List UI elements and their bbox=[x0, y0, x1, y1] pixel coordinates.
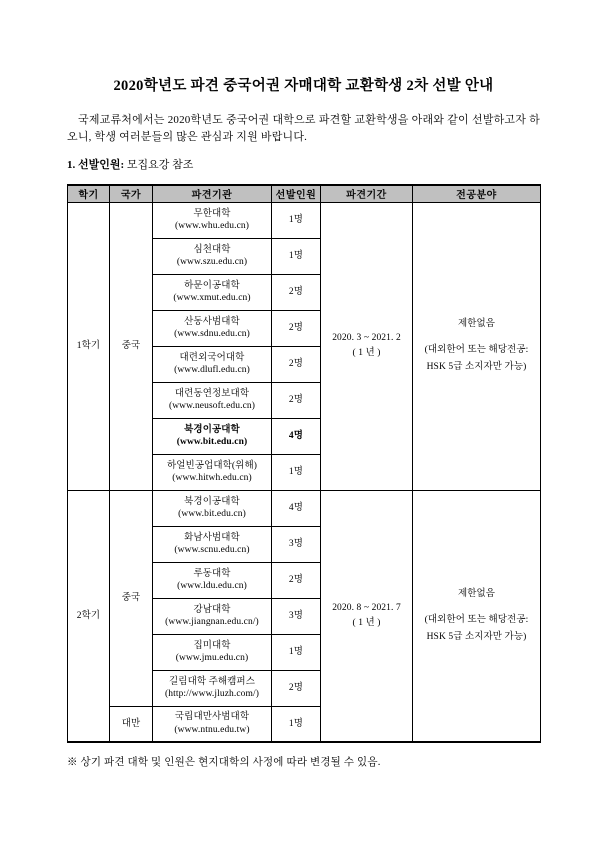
country-cell: 대만 bbox=[110, 706, 153, 742]
country-cell: 중국 bbox=[110, 202, 153, 490]
period-line: ( 1 년 ) bbox=[352, 348, 381, 358]
institution-name: 하문이공대학 bbox=[184, 280, 240, 291]
semester-cell: 2학기 bbox=[68, 490, 110, 742]
period-cell bbox=[321, 490, 413, 742]
count-cell: 1명 bbox=[272, 706, 321, 742]
institution-url: (www.scnu.edu.cn) bbox=[174, 545, 250, 555]
institution-url: (www.bit.edu.cn) bbox=[178, 509, 246, 519]
institution-cell bbox=[153, 706, 272, 742]
institution-url: (http://www.jluzh.com/) bbox=[164, 689, 260, 699]
count-cell: 3명 bbox=[272, 526, 321, 562]
institution-name: 길림대학 주해캠퍼스 bbox=[169, 676, 255, 687]
institution-cell bbox=[153, 526, 272, 562]
count-cell: 1명 bbox=[272, 202, 321, 238]
count-cell: 2명 bbox=[272, 274, 321, 310]
period-line: 2020. 8 ~ 2021. 7 bbox=[332, 602, 401, 613]
header-country: 국가 bbox=[110, 185, 153, 202]
institution-url: (www.sdnu.edu.cn) bbox=[174, 329, 250, 339]
institution-url: (www.jiangnan.edu.cn/) bbox=[165, 617, 259, 627]
count-cell: 3명 bbox=[272, 598, 321, 634]
institution-url: (www.hitwh.edu.cn) bbox=[172, 473, 252, 483]
institution-cell bbox=[153, 238, 272, 274]
institution-cell bbox=[153, 634, 272, 670]
section-1-text: 모집요강 참조 bbox=[124, 159, 194, 171]
document-page bbox=[67, 0, 540, 770]
institution-name: 심천대학 bbox=[193, 244, 231, 255]
count-cell: 2명 bbox=[272, 670, 321, 706]
section-1-label: 1. 선발인원: bbox=[67, 159, 125, 171]
table-header-row bbox=[68, 185, 541, 202]
institution-name: 무한대학 bbox=[193, 208, 231, 219]
major-line: HSK 5급 소지자만 가능) bbox=[426, 362, 527, 372]
header-count: 선발인원 bbox=[272, 185, 321, 202]
major-line: (대외한어 또는 해당전공: bbox=[424, 345, 529, 355]
institution-name: 북경이공대학 bbox=[184, 424, 240, 435]
institution-name: 북경이공대학 bbox=[184, 496, 240, 507]
institution-url: (www.szu.edu.cn) bbox=[176, 257, 248, 267]
institution-cell bbox=[153, 310, 272, 346]
institution-url: (www.ntnu.edu.tw) bbox=[174, 724, 250, 735]
selection-table bbox=[67, 184, 541, 743]
major-cell bbox=[413, 202, 541, 490]
major-line: HSK 5급 소지자만 가능) bbox=[426, 631, 527, 642]
institution-name: 강남대학 bbox=[193, 604, 231, 615]
institution-name: 집미대학 bbox=[193, 640, 231, 651]
institution-url: (www.neusoft.edu.cn) bbox=[168, 401, 256, 411]
table-row bbox=[68, 490, 541, 526]
count-cell: 4명 bbox=[272, 418, 321, 454]
count-cell: 1명 bbox=[272, 454, 321, 490]
period-line: ( 1 년 ) bbox=[352, 617, 381, 628]
major-line: (대외한어 또는 해당전공: bbox=[424, 614, 529, 625]
count-cell: 1명 bbox=[272, 238, 321, 274]
semester-cell: 1학기 bbox=[68, 202, 110, 490]
institution-name: 루동대학 bbox=[193, 568, 231, 579]
count-cell: 2명 bbox=[272, 382, 321, 418]
institution-url: (www.ldu.edu.cn) bbox=[177, 581, 247, 591]
institution-url: (www.dlufl.edu.cn) bbox=[174, 365, 250, 375]
institution-cell bbox=[153, 670, 272, 706]
major-cell bbox=[413, 490, 541, 742]
header-major: 전공분야 bbox=[413, 185, 541, 202]
major-line: 제한없음 bbox=[457, 588, 496, 599]
count-cell: 4명 bbox=[272, 490, 321, 526]
period-cell bbox=[321, 202, 413, 490]
institution-cell bbox=[153, 490, 272, 526]
count-cell: 2명 bbox=[272, 310, 321, 346]
footnote: ※ 상기 파견 대학 및 인원은 현지대학의 사정에 따라 변경될 수 있음. bbox=[67, 757, 381, 768]
intro-paragraph: 국제교류처에서는 2020학년도 중국어권 대학으로 파견할 교환학생을 아래와 같이 선발하고자 하오니, 학생 여러분들의 많은 관심과 지원 바랍니다. bbox=[67, 114, 540, 143]
header-institution: 파견기관 bbox=[153, 185, 272, 202]
institution-name: 대련외국어대학 bbox=[179, 352, 245, 363]
institution-cell bbox=[153, 382, 272, 418]
header-period: 파견기간 bbox=[321, 185, 413, 202]
country-cell: 중국 bbox=[110, 490, 153, 706]
institution-name: 국립대만사범대학 bbox=[174, 712, 250, 723]
institution-url: (www.xmut.edu.cn) bbox=[173, 293, 251, 303]
institution-cell bbox=[153, 346, 272, 382]
institution-cell bbox=[153, 598, 272, 634]
institution-name: 하얼빈공업대학(위해) bbox=[166, 460, 258, 471]
institution-cell bbox=[153, 202, 272, 238]
institution-url: (www.whu.edu.cn) bbox=[174, 221, 250, 231]
count-cell: 2명 bbox=[272, 562, 321, 598]
institution-name: 산동사범대학 bbox=[184, 316, 240, 327]
section-1-heading bbox=[67, 158, 540, 173]
institution-name: 대련동연정보대학 bbox=[174, 388, 250, 399]
institution-cell bbox=[153, 274, 272, 310]
header-semester: 학기 bbox=[68, 185, 110, 202]
institution-cell bbox=[153, 454, 272, 490]
table-row bbox=[68, 202, 541, 238]
institution-url: (www.jmu.edu.cn) bbox=[175, 653, 249, 663]
institution-name: 화남사범대학 bbox=[184, 532, 240, 543]
count-cell: 1명 bbox=[272, 634, 321, 670]
period-line: 2020. 3 ~ 2021. 2 bbox=[332, 333, 401, 343]
count-cell: 2명 bbox=[272, 346, 321, 382]
institution-cell bbox=[153, 562, 272, 598]
major-line: 제한없음 bbox=[457, 319, 496, 329]
institution-cell bbox=[153, 418, 272, 454]
institution-url: (www.bit.edu.cn) bbox=[176, 437, 248, 447]
table-header bbox=[68, 185, 541, 202]
selection-table-body bbox=[68, 202, 541, 742]
document-title: 2020학년도 파견 중국어권 자매대학 교환학생 2차 선발 안내 bbox=[113, 78, 494, 94]
